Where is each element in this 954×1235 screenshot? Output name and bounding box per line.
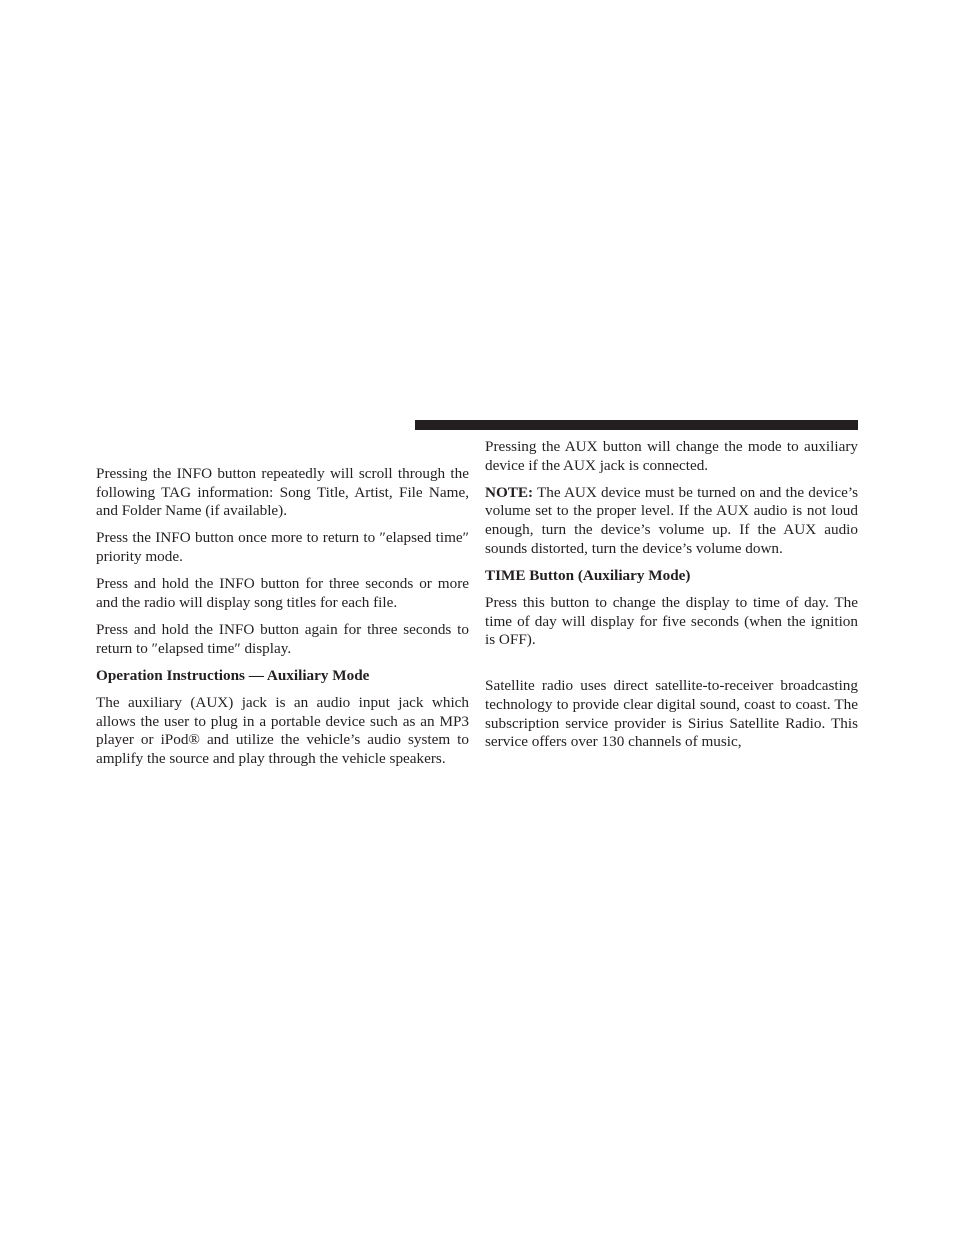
aux-mode-heading: Operation Instructions — Auxiliary Mode [96,666,370,684]
satellite-radio-paragraph: Satellite radio uses direct satellite-to-receiver broadcasting technology to provide clear digital sound, coast to coast. The subscription service provider is Sirius Satellite Radio. This service offers over 130 channels of music, [485,677,858,751]
note-paragraph [485,484,858,558]
info-hold-paragraph: Press and hold the INFO button for three seconds or more and the radio will display song titles for each file. [96,575,469,611]
section-rule [415,420,858,430]
time-button-paragraph: Press this button to change the display to time of day. The time of day will display for five seconds (when the ignition is OFF). [485,593,858,649]
section-gap [485,658,858,677]
info-hold-again-paragraph: Press and hold the INFO button again for three seconds to return to ″elapsed time″ display. [96,620,469,657]
left-column [96,465,469,777]
aux-button-paragraph: Pressing the AUX button will change the mode to auxiliary device if the AUX jack is connected. [485,438,858,474]
time-button-heading: TIME Button (Auxiliary Mode) [485,566,691,584]
info-return-paragraph: Press the INFO button once more to return to ″elapsed time″ priority mode. [96,529,469,565]
note-label: NOTE: [485,483,534,501]
right-column [485,438,858,760]
note-text: The AUX device must be turned on and the device’s volume set to the proper level. If the AUX audio is not loud enough, turn the device’s volume up. If the AUX audio sounds distorted, turn the device’s volume down. [485,483,858,557]
aux-jack-paragraph: The auxiliary (AUX) jack is an audio input jack which allows the user to plug in a portable device such as an MP3 player or iPod® and utilize the vehicle’s audio system to amplify the source and play through the vehicle speakers. [96,693,469,767]
info-scroll-paragraph: Pressing the INFO button repeatedly will scroll through the following TAG information: Song Title, Artist, File Name, and Folder Name (if available). [96,465,469,520]
